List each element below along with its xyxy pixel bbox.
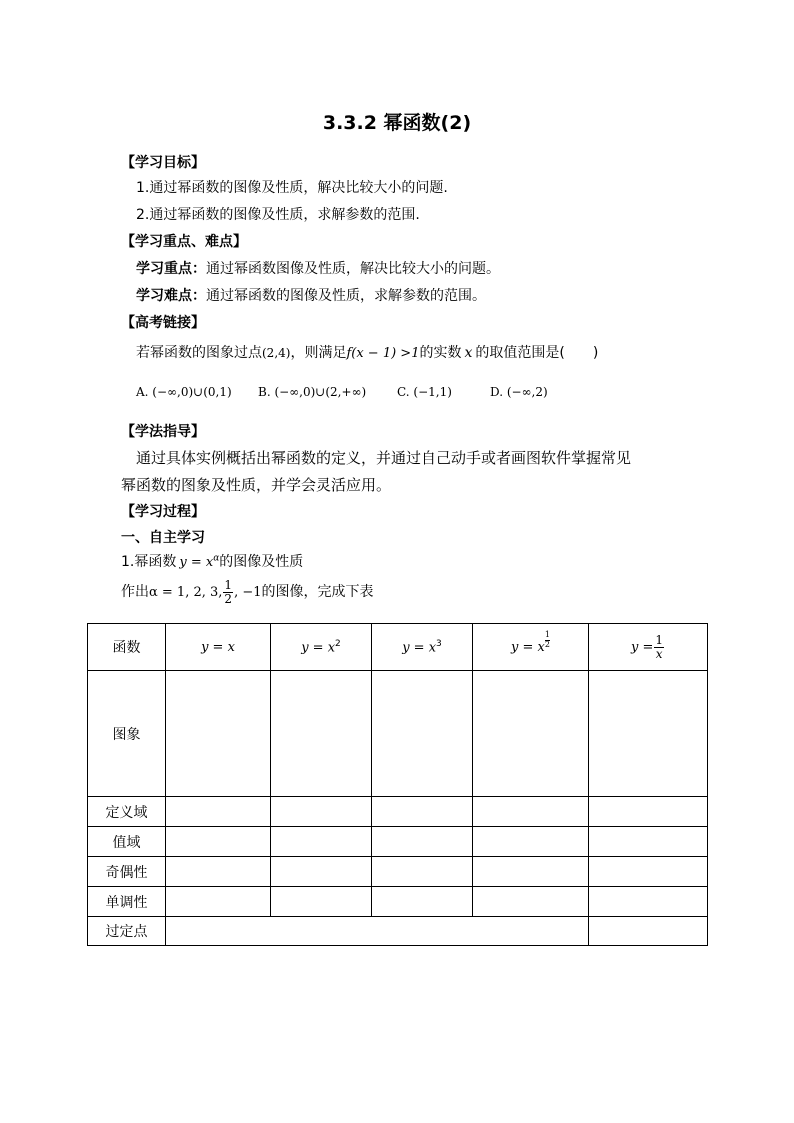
answer-cell[interactable]	[271, 797, 372, 827]
answer-cell[interactable]	[372, 887, 473, 917]
table-row	[88, 887, 708, 917]
answer-cell[interactable]	[166, 797, 271, 827]
goal-2: 2.通过幂函数的图像及性质，求解参数的范围.	[136, 207, 420, 223]
f5-den: x	[655, 646, 663, 661]
f5-lhs: y =	[630, 640, 654, 655]
graph-cell[interactable]	[589, 671, 708, 797]
answer-cell[interactable]	[589, 797, 708, 827]
exam-q-part2: ，则满足	[290, 345, 347, 361]
graph-cell[interactable]	[271, 671, 372, 797]
option-d: D. (−∞,2)	[490, 385, 548, 399]
f4-base: y = x	[511, 640, 545, 655]
graph-cell[interactable]	[372, 671, 473, 797]
difficulty-line	[136, 285, 486, 305]
table-row	[88, 917, 708, 946]
answer-cell[interactable]	[166, 857, 271, 887]
row-label-domain: 定义域	[88, 797, 166, 827]
f4-exp-den: 2	[544, 639, 550, 649]
answer-cell[interactable]	[473, 857, 589, 887]
answer-cell[interactable]	[271, 857, 372, 887]
page-title: 3.3.2 幂函数(2)	[322, 112, 472, 134]
function-y-sqrt-x	[473, 624, 589, 671]
process-header: 【学习过程】	[121, 504, 205, 520]
answer-cell[interactable]	[271, 887, 372, 917]
table-row	[88, 671, 708, 797]
difficulty-label: 学习难点：	[136, 288, 206, 304]
answer-cell[interactable]	[372, 827, 473, 857]
row-label-graph: 图象	[88, 671, 166, 797]
graph-cell[interactable]	[166, 671, 271, 797]
f2-base: y = x	[301, 640, 336, 656]
key-point-line	[136, 258, 500, 278]
exam-link-header: 【高考链接】	[121, 315, 205, 331]
function-y-x2	[271, 624, 372, 671]
answer-cell[interactable]	[372, 797, 473, 827]
goal-1: 1.通过幂函数的图像及性质，解决比较大小的问题.	[136, 180, 448, 196]
draw-alpha: α = 1, 2, 3,	[149, 585, 223, 601]
answer-cell[interactable]	[589, 827, 708, 857]
f5-num: 1	[655, 632, 663, 647]
answer-cell[interactable]	[473, 887, 589, 917]
exam-inequality: f(x − 1) >1	[346, 346, 420, 361]
exam-question	[136, 342, 598, 362]
function-y-1-over-x	[589, 624, 708, 671]
exam-q-part4: 的取值范围是( )	[475, 345, 599, 361]
half-fraction	[223, 579, 233, 605]
f1-text: y = x	[201, 640, 235, 655]
f4-exp-num: 1	[544, 630, 550, 639]
table-header-row	[88, 624, 708, 671]
graph-cell[interactable]	[473, 671, 589, 797]
method-line-2: 幂函数的图象及性质，并学会灵活应用。	[121, 476, 392, 494]
key-points-header: 【学习重点、难点】	[121, 234, 247, 250]
item-1-suffix: 的图像及性质	[219, 554, 304, 570]
f3-exp: 3	[436, 638, 442, 649]
answer-cell[interactable]	[473, 827, 589, 857]
answer-cell[interactable]	[372, 857, 473, 887]
draw-suffix: 的图像，完成下表	[261, 584, 374, 601]
method-line-1: 通过具体实例概括出幂函数的定义，并通过自己动手或者画图软件掌握常见	[136, 449, 632, 467]
function-properties-table	[87, 623, 708, 946]
draw-tail: , −1	[234, 585, 262, 601]
key-point-text: 通过幂函数图像及性质，解决比较大小的问题。	[206, 261, 500, 277]
exam-point: (2,4)	[262, 346, 291, 360]
exam-q-part3: 的实数	[419, 345, 462, 361]
header-label: 函数	[88, 624, 166, 671]
difficulty-text: 通过幂函数的图像及性质，求解参数的范围。	[206, 288, 486, 304]
exam-var: x	[464, 345, 473, 361]
half-den: 2	[224, 591, 233, 606]
option-a: A. (−∞,0)∪(0,1)	[136, 385, 232, 399]
table-row	[88, 827, 708, 857]
answer-cell[interactable]	[166, 827, 271, 857]
answer-cell-merged[interactable]	[166, 917, 589, 946]
half-num: 1	[224, 578, 233, 592]
answer-cell[interactable]	[473, 797, 589, 827]
answer-cell[interactable]	[589, 887, 708, 917]
function-y-x	[166, 624, 271, 671]
f4-exponent	[545, 631, 550, 650]
key-point-label: 学习重点：	[136, 261, 206, 277]
item-1-func: y = x	[179, 555, 214, 570]
answer-cell[interactable]	[271, 827, 372, 857]
method-header: 【学法指导】	[121, 424, 205, 440]
answer-cell[interactable]	[589, 857, 708, 887]
option-b: B. (−∞,0)∪(2,+∞)	[258, 385, 367, 399]
table-row	[88, 797, 708, 827]
option-c: C. (−1,1)	[397, 385, 452, 399]
function-y-x3	[372, 624, 473, 671]
self-study-heading: 一、自主学习	[121, 530, 205, 546]
f3-base: y = x	[402, 640, 437, 656]
answer-cell[interactable]	[166, 887, 271, 917]
table-row	[88, 857, 708, 887]
item-1-exponent: α	[213, 553, 220, 564]
item-1-prefix: 1.幂函数	[121, 554, 177, 570]
row-label-monotonicity: 单调性	[88, 887, 166, 917]
draw-instruction	[121, 579, 374, 605]
exam-q-part1: 若幂函数的图象过点	[136, 345, 262, 361]
draw-prefix: 作出	[121, 584, 149, 601]
f5-fraction	[654, 634, 664, 660]
item-1	[121, 551, 303, 571]
row-label-fixed-point: 过定点	[88, 917, 166, 946]
row-label-parity: 奇偶性	[88, 857, 166, 887]
answer-cell[interactable]	[589, 917, 708, 946]
f2-exp: 2	[335, 638, 341, 649]
row-label-range: 值域	[88, 827, 166, 857]
goals-header: 【学习目标】	[121, 155, 205, 171]
